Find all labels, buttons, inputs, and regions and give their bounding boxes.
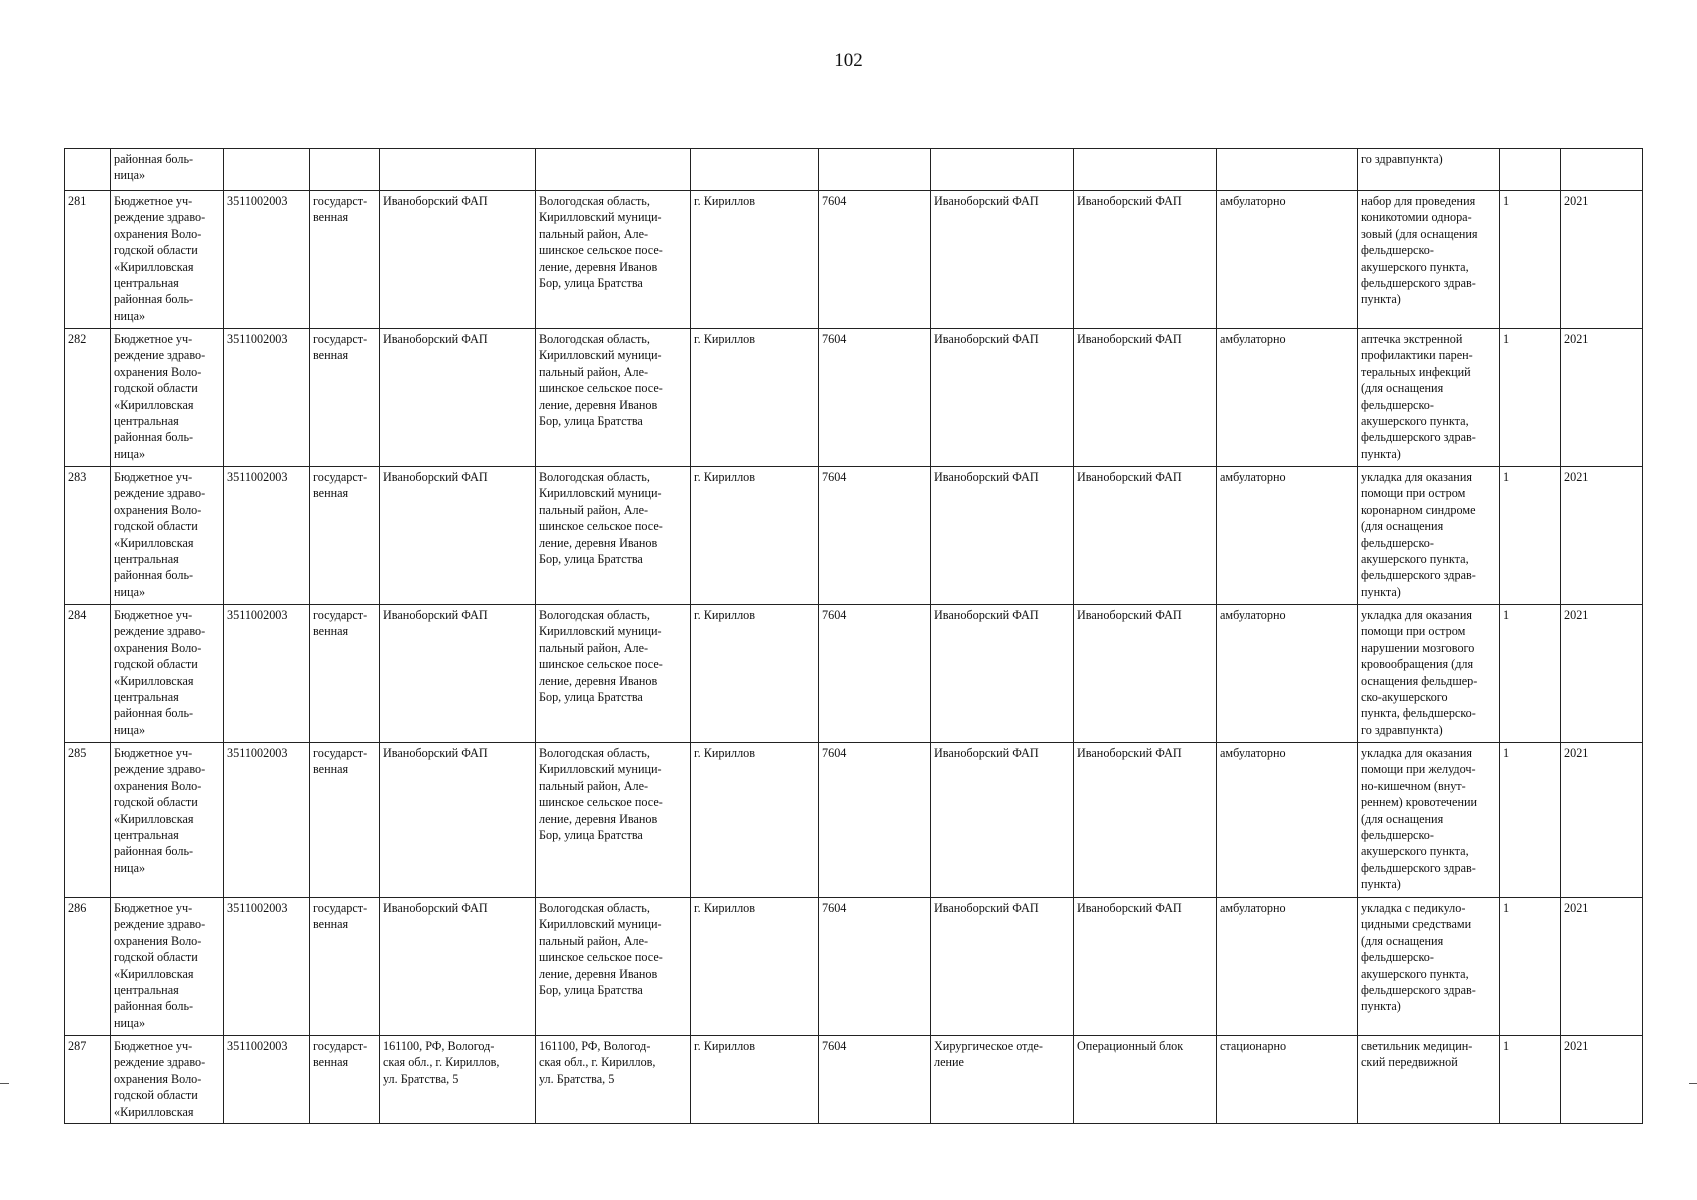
cell-city: г. Кириллов [691, 605, 819, 743]
cell-org: Бюджетное уч- реждение здраво- охранения Воло- годской области «Кирилловская центральная районная боль- ница» [111, 898, 224, 1036]
cell-inn: 3511002003 [224, 1036, 310, 1124]
cell-year: 2021 [1561, 191, 1643, 329]
cell-org: Бюджетное уч- реждение здраво- охранения Воло- годской области «Кирилловская центральная районная боль- ница» [111, 467, 224, 605]
cell-year [1561, 149, 1643, 191]
cell-city: г. Кириллов [691, 329, 819, 467]
cell-subdept [1074, 149, 1217, 191]
cell-address: Вологодская область, Кирилловский муници- пальный район, Але- шинское сельское посе- ление, деревня Иванов Бор, улица Братства [536, 898, 691, 1036]
cell-city [691, 149, 819, 191]
cell-code: 7604 [819, 329, 931, 467]
cell-unit-name: Иваноборский ФАП [380, 329, 536, 467]
cell-num: 285 [65, 743, 111, 898]
cell-city: г. Кириллов [691, 743, 819, 898]
cell-care: амбулаторно [1217, 191, 1358, 329]
scan-edge-mark-right [1689, 1083, 1697, 1084]
cell-year: 2021 [1561, 467, 1643, 605]
cell-year: 2021 [1561, 605, 1643, 743]
equipment-table [64, 148, 1643, 1124]
cell-care: стационарно [1217, 1036, 1358, 1124]
cell-equipment: аптечка экстренной профилактики парен- теральных инфекций (для оснащения фельдшерско- акушерского пункта, фельдшерского здрав- пункта) [1358, 329, 1500, 467]
cell-equipment: укладка для оказания помощи при остром коронарном синдроме (для оснащения фельдшерско- акушерского пункта, фельдшерского здрав- пункта) [1358, 467, 1500, 605]
cell-form: государст- венная [310, 467, 380, 605]
cell-org: Бюджетное уч- реждение здраво- охранения Воло- годской области «Кирилловская центральная районная боль- ница» [111, 743, 224, 898]
cell-num: 286 [65, 898, 111, 1036]
cell-city: г. Кириллов [691, 1036, 819, 1124]
cell-inn: 3511002003 [224, 743, 310, 898]
cell-subdept: Иваноборский ФАП [1074, 329, 1217, 467]
cell-num [65, 149, 111, 191]
cell-num: 287 [65, 1036, 111, 1124]
cell-equipment: набор для проведения коникотомии однора- зовый (для оснащения фельдшерско- акушерского пункта, фельдшерского здрав- пункта) [1358, 191, 1500, 329]
cell-qty: 1 [1500, 191, 1561, 329]
cell-city: г. Кириллов [691, 467, 819, 605]
cell-dept: Иваноборский ФАП [931, 605, 1074, 743]
cell-code: 7604 [819, 467, 931, 605]
cell-address: Вологодская область, Кирилловский муници- пальный район, Але- шинское сельское посе- ление, деревня Иванов Бор, улица Братства [536, 191, 691, 329]
cell-org: Бюджетное уч- реждение здраво- охранения Воло- годской области «Кирилловская [111, 1036, 224, 1124]
cell-address: Вологодская область, Кирилловский муници- пальный район, Але- шинское сельское посе- ление, деревня Иванов Бор, улица Братства [536, 329, 691, 467]
cell-subdept: Иваноборский ФАП [1074, 898, 1217, 1036]
cell-care: амбулаторно [1217, 605, 1358, 743]
cell-qty: 1 [1500, 467, 1561, 605]
table-row [65, 191, 1643, 329]
cell-unit-name: 161100, РФ, Вологод- ская обл., г. Кириллов, ул. Братства, 5 [380, 1036, 536, 1124]
cell-year: 2021 [1561, 329, 1643, 467]
table-body [65, 149, 1643, 1124]
cell-unit-name: Иваноборский ФАП [380, 605, 536, 743]
table-row [65, 743, 1643, 898]
table-row [65, 329, 1643, 467]
cell-equipment: светильник медицин- ский передвижной [1358, 1036, 1500, 1124]
cell-num: 284 [65, 605, 111, 743]
cell-inn: 3511002003 [224, 191, 310, 329]
cell-dept: Иваноборский ФАП [931, 329, 1074, 467]
table-row [65, 605, 1643, 743]
cell-dept [931, 149, 1074, 191]
page-number: 102 [834, 50, 863, 71]
cell-year: 2021 [1561, 898, 1643, 1036]
cell-inn: 3511002003 [224, 329, 310, 467]
cell-inn: 3511002003 [224, 898, 310, 1036]
cell-address: Вологодская область, Кирилловский муници- пальный район, Але- шинское сельское посе- ление, деревня Иванов Бор, улица Братства [536, 605, 691, 743]
cell-qty: 1 [1500, 329, 1561, 467]
cell-equipment: го здравпункта) [1358, 149, 1500, 191]
cell-equipment: укладка для оказания помощи при остром нарушении мозгового кровообращения (для оснащения фельдшер- ско-акушерского пункта, фельдшерско- го здравпункта) [1358, 605, 1500, 743]
cell-form: государст- венная [310, 329, 380, 467]
cell-form: государст- венная [310, 898, 380, 1036]
cell-subdept: Иваноборский ФАП [1074, 467, 1217, 605]
cell-unit-name: Иваноборский ФАП [380, 467, 536, 605]
cell-care [1217, 149, 1358, 191]
cell-address: 161100, РФ, Вологод- ская обл., г. Кириллов, ул. Братства, 5 [536, 1036, 691, 1124]
cell-address [536, 149, 691, 191]
cell-dept: Хирургическое отде- ление [931, 1036, 1074, 1124]
cell-num: 283 [65, 467, 111, 605]
cell-num: 281 [65, 191, 111, 329]
cell-year: 2021 [1561, 1036, 1643, 1124]
cell-inn [224, 149, 310, 191]
cell-code [819, 149, 931, 191]
cell-form: государст- венная [310, 1036, 380, 1124]
cell-city: г. Кириллов [691, 191, 819, 329]
cell-qty: 1 [1500, 605, 1561, 743]
scan-edge-mark-left [0, 1083, 9, 1084]
cell-code: 7604 [819, 191, 931, 329]
cell-subdept: Иваноборский ФАП [1074, 743, 1217, 898]
cell-code: 7604 [819, 898, 931, 1036]
cell-dept: Иваноборский ФАП [931, 191, 1074, 329]
cell-org: Бюджетное уч- реждение здраво- охранения Воло- годской области «Кирилловская центральная районная боль- ница» [111, 191, 224, 329]
table-row [65, 1036, 1643, 1124]
cell-org: Бюджетное уч- реждение здраво- охранения Воло- годской области «Кирилловская центральная районная боль- ница» [111, 329, 224, 467]
cell-dept: Иваноборский ФАП [931, 743, 1074, 898]
cell-inn: 3511002003 [224, 605, 310, 743]
cell-address: Вологодская область, Кирилловский муници- пальный район, Але- шинское сельское посе- ление, деревня Иванов Бор, улица Братства [536, 743, 691, 898]
cell-form: государст- венная [310, 191, 380, 329]
cell-unit-name [380, 149, 536, 191]
cell-unit-name: Иваноборский ФАП [380, 191, 536, 329]
cell-code: 7604 [819, 1036, 931, 1124]
cell-subdept: Иваноборский ФАП [1074, 605, 1217, 743]
cell-qty [1500, 149, 1561, 191]
cell-qty: 1 [1500, 1036, 1561, 1124]
cell-city: г. Кириллов [691, 898, 819, 1036]
cell-equipment: укладка для оказания помощи при желудоч- но-кишечном (внут- реннем) кровотечении (для оснащения фельдшерско- акушерского пункта, фельдшерского здрав- пункта) [1358, 743, 1500, 898]
cell-inn: 3511002003 [224, 467, 310, 605]
cell-org: Бюджетное уч- реждение здраво- охранения Воло- годской области «Кирилловская центральная районная боль- ница» [111, 605, 224, 743]
cell-unit-name: Иваноборский ФАП [380, 898, 536, 1036]
cell-dept: Иваноборский ФАП [931, 898, 1074, 1036]
cell-care: амбулаторно [1217, 467, 1358, 605]
cell-form: государст- венная [310, 605, 380, 743]
cell-care: амбулаторно [1217, 898, 1358, 1036]
cell-care: амбулаторно [1217, 329, 1358, 467]
cell-org: районная боль- ница» [111, 149, 224, 191]
cell-code: 7604 [819, 605, 931, 743]
cell-subdept: Иваноборский ФАП [1074, 191, 1217, 329]
cell-care: амбулаторно [1217, 743, 1358, 898]
cell-equipment: укладка с педикуло- цидными средствами (для оснащения фельдшерско- акушерского пункта, фельдшерского здрав- пункта) [1358, 898, 1500, 1036]
cell-address: Вологодская область, Кирилловский муници- пальный район, Але- шинское сельское посе- ление, деревня Иванов Бор, улица Братства [536, 467, 691, 605]
table-row-continuation [65, 149, 1643, 191]
table-row [65, 467, 1643, 605]
cell-dept: Иваноборский ФАП [931, 467, 1074, 605]
cell-subdept: Операционный блок [1074, 1036, 1217, 1124]
cell-form: государст- венная [310, 743, 380, 898]
cell-unit-name: Иваноборский ФАП [380, 743, 536, 898]
cell-qty: 1 [1500, 898, 1561, 1036]
table-row [65, 898, 1643, 1036]
cell-form [310, 149, 380, 191]
cell-year: 2021 [1561, 743, 1643, 898]
cell-code: 7604 [819, 743, 931, 898]
cell-qty: 1 [1500, 743, 1561, 898]
cell-num: 282 [65, 329, 111, 467]
